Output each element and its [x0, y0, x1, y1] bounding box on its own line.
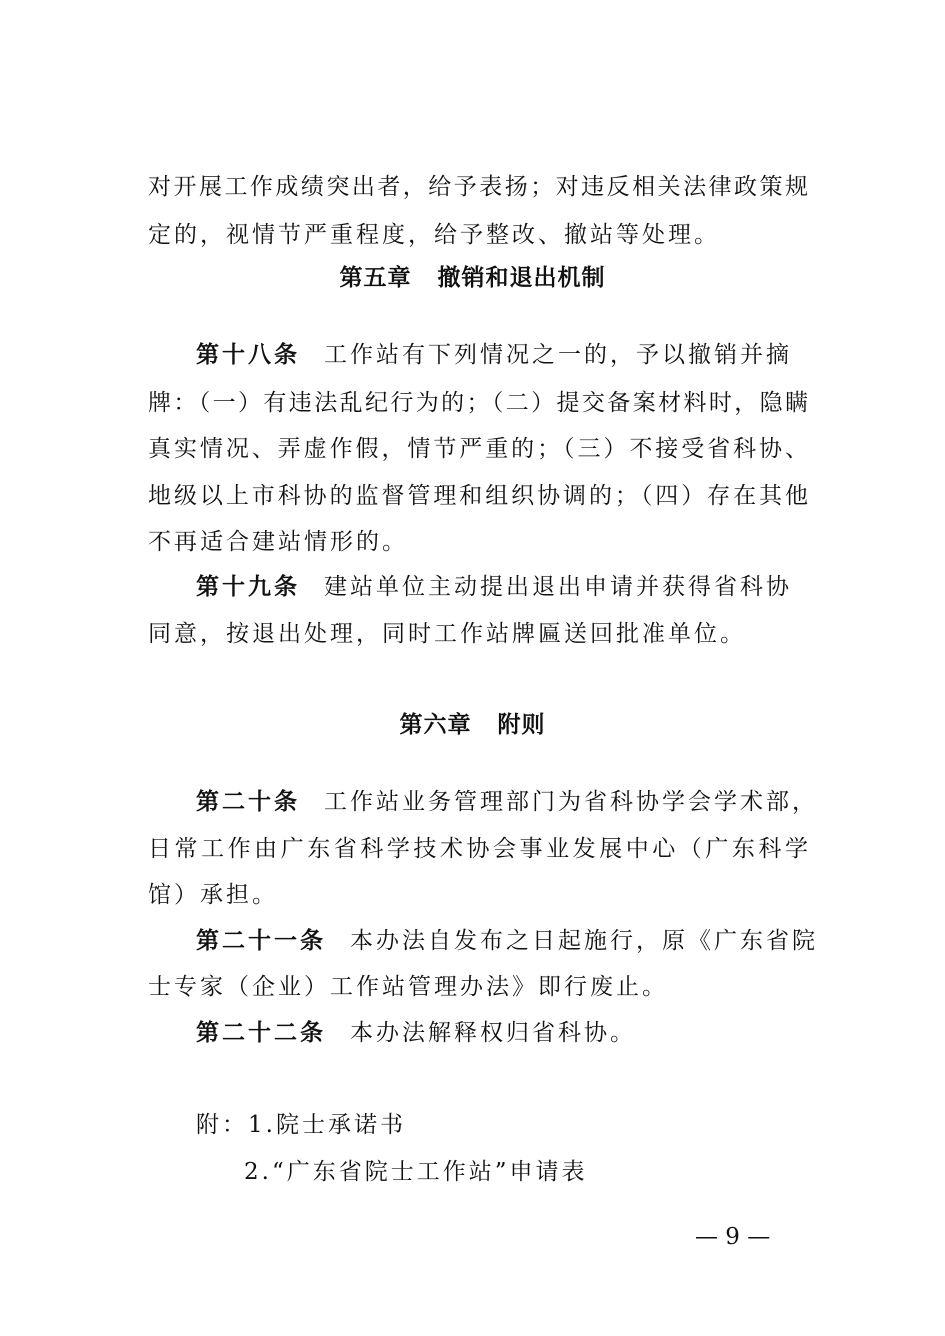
article-21-first-line: [196, 926, 818, 956]
paragraph-line: 同意，按退出处理，同时工作站牌匾送回批准单位。: [148, 621, 746, 647]
article-text: 本办法自发布之日起施行，原《广东省院: [350, 928, 818, 954]
paragraph-line: 定的，视情节严重程度，给予整改、撤站等处理。: [148, 222, 720, 248]
paragraph-line: 士专家（企业）工作站管理办法》即行废止。: [148, 974, 668, 1000]
article-label: 第十九条: [196, 573, 300, 600]
attachment-line-1: [196, 1110, 808, 1140]
chapter-heading: [0, 710, 945, 740]
paragraph-line: 馆）承担。: [148, 882, 278, 908]
chapter-title: 撤销和退出机制: [437, 264, 606, 291]
article-text: 工作站业务管理部门为省科协学会学术部，: [324, 789, 818, 815]
chapter-title: 附则: [497, 711, 546, 738]
attachment-item: 1.院士承诺书: [248, 1112, 406, 1138]
paragraph-line: 不再适合建站情形的。: [148, 529, 408, 555]
article-18-first-line: [196, 340, 808, 370]
paragraph-line: 真实情况、弄虚作假，情节严重的；（三）不接受省科协、: [148, 436, 808, 462]
chapter-heading: [0, 263, 945, 293]
paragraph-line: 地级以上市科协的监督管理和组织协调的；（四）存在其他: [148, 483, 808, 509]
attachment-item: 2.“广东省院士工作站”申请表: [244, 1159, 588, 1185]
page-number: — 9 —: [695, 1224, 771, 1250]
article-19-first-line: [196, 572, 808, 602]
paragraph-line: 牌：（一）有违法乱纪行为的；（二）提交备案材料时，隐瞒: [148, 390, 808, 416]
article-text: 建站单位主动提出退出申请并获得省科协: [324, 574, 792, 600]
chapter-number: 第五章: [339, 264, 412, 291]
paragraph-line: 日常工作由广东省科学技术协会事业发展中心（广东科学: [148, 836, 808, 862]
article-label: 第十八条: [196, 341, 300, 368]
attachment-prefix: 附：: [196, 1112, 248, 1138]
article-label: 第二十二条: [196, 1019, 326, 1046]
chapter-number: 第六章: [399, 711, 472, 738]
article-text: 本办法解释权归省科协。: [350, 1020, 636, 1046]
article-20-first-line: [196, 787, 818, 817]
paragraph-line: 对开展工作成绩突出者，给予表扬；对违反相关法律政策规: [148, 174, 808, 200]
article-label: 第二十一条: [196, 927, 326, 954]
article-text: 工作站有下列情况之一的，予以撤销并摘: [324, 342, 792, 368]
article-label: 第二十条: [196, 788, 300, 815]
article-22-line: [196, 1018, 808, 1048]
